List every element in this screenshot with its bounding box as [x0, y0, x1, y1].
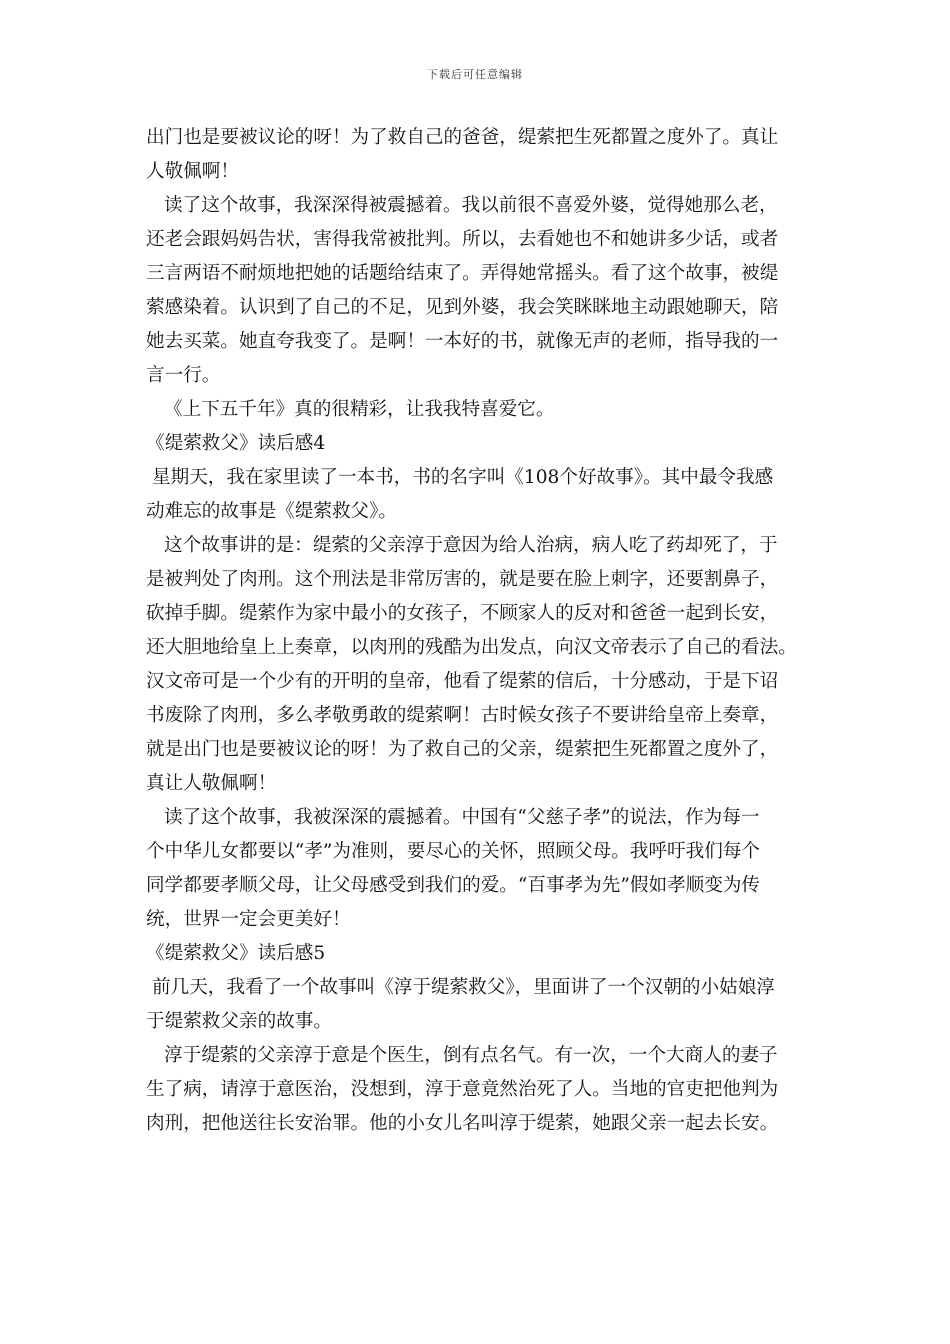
text-line: 读了这个故事，我深深得被震撼着。我以前很不喜爱外婆，觉得她那么老，: [164, 195, 778, 216]
text-line: 出门也是要被议论的呀！为了救自己的爸爸，缇萦把生死都置之度外了。真让: [146, 127, 779, 148]
text-line: 生了病，请淳于意医治，没想到，淳于意竟然治死了人。当地的官吏把他判为: [146, 1079, 779, 1100]
text-line: 《缇萦救父》读后感5: [146, 943, 326, 964]
text-line: 就是出门也是要被议论的呀！为了救自己的父亲，缇萦把生死都置之度外了，: [146, 739, 779, 760]
text-line: 淳于缇萦的父亲淳于意是个医生，倒有点名气。有一次，一个大商人的妻子: [164, 1045, 778, 1066]
text-line: 于缇萦救父亲的故事。: [146, 1011, 332, 1032]
text-line: 三言两语不耐烦地把她的话题给结束了。弄得她常摇头。看了这个故事，被缇: [146, 263, 779, 284]
text-line: 统，世界一定会更美好！: [146, 909, 351, 930]
text-line: 萦感染着。认识到了自己的不足，见到外婆，我会笑眯眯地主动跟她聊天，陪: [146, 297, 779, 318]
text-line: 《缇萦救父》读后感4: [146, 433, 326, 454]
text-line: 言一行。: [146, 365, 221, 386]
text-line: 《上下五千年》真的很精彩，让我我特喜爱它。: [164, 399, 555, 420]
text-line: 肉刑，把他送往长安治罪。他的小女儿名叫淳于缇萦，她跟父亲一起去长安。: [146, 1113, 779, 1134]
text-line: 动难忘的故事是《缇萦救父》。: [146, 501, 398, 522]
page-header-note: 下载后可任意编辑: [427, 68, 523, 81]
text-line: 同学都要孝顺父母，让父母感受到我们的爱。“百事孝为先”假如孝顺变为传: [146, 875, 761, 896]
text-line: 砍掉手脚。缇萦作为家中最小的女孩子，不顾家人的反对和爸爸一起到长安，: [146, 603, 779, 624]
text-line: 读了这个故事，我被深深的震撼着。中国有“父慈子孝”的说法，作为每一: [164, 807, 760, 828]
text-line: 人敬佩啊！: [146, 161, 239, 182]
body-text: [146, 121, 806, 1141]
text-line: 真让人敬佩啊！: [146, 773, 277, 794]
text-line: 这个故事讲的是：缇萦的父亲淳于意因为给人治病，病人吃了药却死了，于: [164, 535, 778, 556]
text-line: 前几天，我看了一个故事叫《淳于缇萦救父》，里面讲了一个汉朝的小姑娘淳: [152, 977, 775, 998]
text-line: 个中华儿女都要以“孝”为准则，要尽心的关怀，照顾父母。我呼吁我们每个: [146, 841, 761, 862]
text-line: 是被判处了肉刑。这个刑法是非常厉害的，就是要在脸上刺字，还要割鼻子，: [146, 569, 779, 590]
text-line: 书废除了肉刑，多么孝敬勇敢的缇萦啊！古时候女孩子不要讲给皇帝上奏章，: [146, 705, 779, 726]
text-line: 还大胆地给皇上上奏章，以肉刑的残酷为出发点，向汉文帝表示了自己的看法。: [146, 637, 797, 658]
text-line: 星期天，我在家里读了一本书，书的名字叫《108个好故事》。其中最令我感: [152, 467, 774, 488]
text-line: 她去买菜。她直夸我变了。是啊！一本好的书，就像无声的老师，指导我的一: [146, 331, 779, 352]
text-line: 还老会跟妈妈告状，害得我常被批判。所以，去看她也不和她讲多少话，或者: [146, 229, 779, 250]
text-line: 汉文帝可是一个少有的开明的皇帝，他看了缇萦的信后，十分感动，于是下诏: [146, 671, 779, 692]
